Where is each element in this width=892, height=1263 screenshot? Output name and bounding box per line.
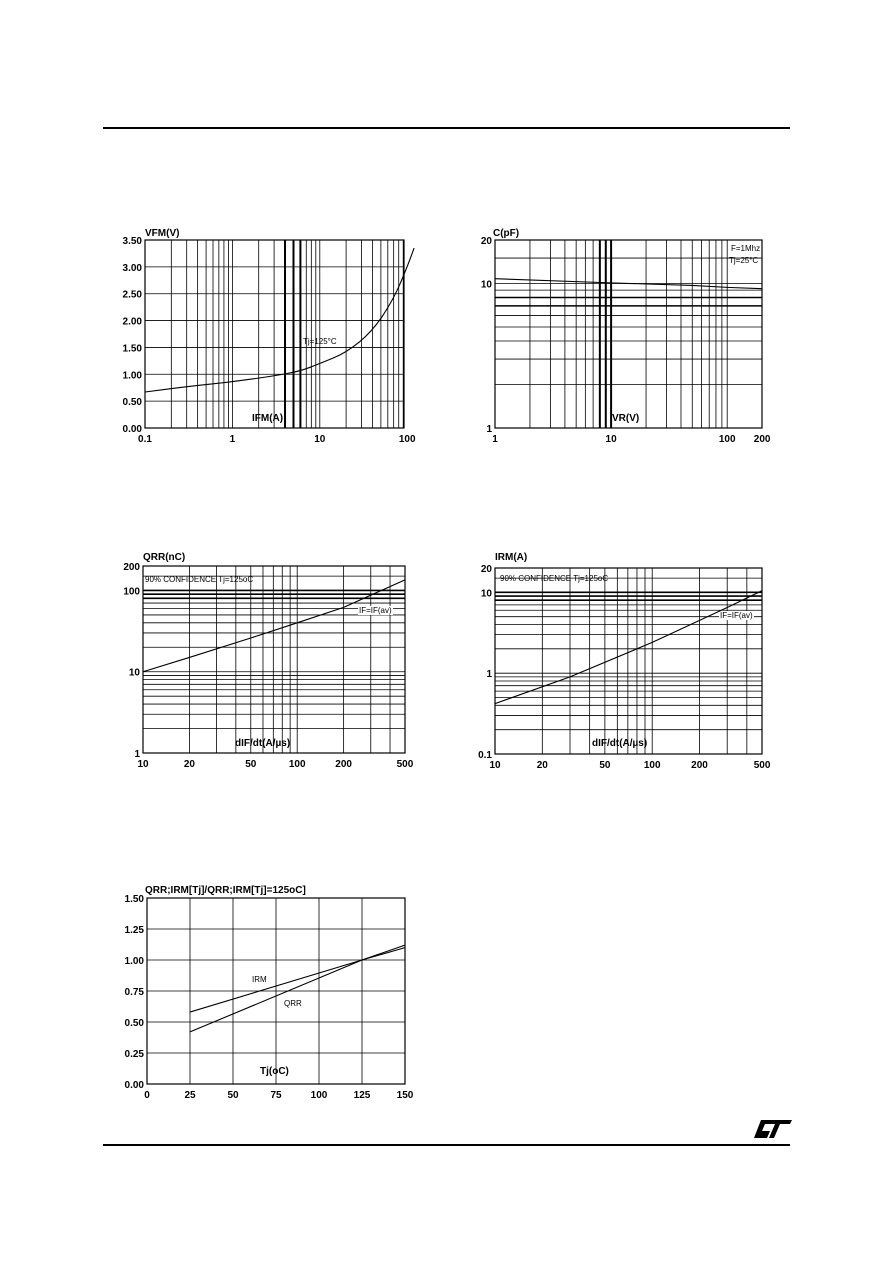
x-tick-label: 75 [270,1090,282,1101]
annotation-label: 90% CONFIDENCE Tj=125oC [145,575,254,584]
y-tick-label: 1 [486,424,492,435]
x-tick-label: 150 [396,1090,414,1101]
x-tick-label: 20 [183,759,195,770]
x-tick-label: 50 [245,759,257,770]
chart-4 [478,552,771,771]
x-tick-label: 50 [227,1090,239,1101]
x-tick-label: 10 [489,760,501,771]
x-tick-label: 100 [718,434,736,445]
chart-1 [123,228,416,445]
series-label: IRM [252,975,267,984]
y-tick-label: 2.50 [122,289,142,301]
x-axis-label: VR(V) [612,413,640,424]
annotation-label: Tj=25°C [729,256,759,265]
chart-3 [123,552,413,770]
x-axis-label: Tj(oC) [260,1066,289,1077]
x-tick-label: 200 [691,760,708,771]
x-tick-label: 10 [605,434,617,445]
x-tick-label: 1 [229,434,236,445]
x-tick-label: 500 [396,759,414,770]
x-tick-label: 10 [314,434,326,445]
y-tick-label: 20 [480,236,492,247]
x-tick-label: 125 [353,1090,371,1101]
y-tick-label: 10 [480,279,492,291]
x-tick-label: 100 [288,759,306,770]
y-axis-label: VFM(V) [145,228,180,239]
y-tick-label: 0.00 [124,1080,144,1091]
x-tick-label: 100 [643,760,661,771]
x-tick-label: 20 [536,760,548,771]
y-tick-label: 0.50 [122,397,142,409]
y-tick-label: 0.75 [124,987,144,998]
y-tick-label: 1.25 [124,925,144,936]
y-tick-label: 20 [480,564,492,575]
x-tick-label: 200 [753,434,771,445]
x-axis-label: IFM(A) [252,413,284,424]
annotation-label: IF=IF(av) [359,606,392,615]
y-tick-label: 10 [480,588,492,600]
y-tick-label: 2.00 [122,316,142,328]
y-tick-label: 1 [134,749,140,760]
annotation-label: IF=IF(av) [720,611,753,620]
y-tick-label: 200 [123,562,140,573]
x-tick-label: 500 [753,760,771,771]
x-tick-label: 100 [398,434,416,445]
x-tick-label: 25 [184,1090,196,1101]
y-axis-label: QRR(nC) [143,552,186,563]
annotation-label: F=1Mhz [731,244,761,253]
y-tick-label: 1.50 [122,343,142,355]
x-axis-label: dIF/dt(A/µs) [592,738,648,749]
x-tick-label: 1 [492,434,498,445]
st-logo-icon [752,1118,794,1140]
y-tick-label: 3.00 [122,262,142,274]
annotation-label: 90% CONFIDENCE Tj=125oC [500,574,609,583]
y-tick-label: 1.00 [124,956,144,967]
series-line [190,945,405,1032]
y-tick-label: 1.50 [124,894,144,905]
x-tick-label: 10 [137,759,149,770]
y-tick-label: 0.50 [124,1018,144,1029]
y-tick-label: 0.1 [478,750,492,761]
y-tick-label: 0.25 [124,1049,144,1060]
series-line [495,591,762,704]
y-axis-label: IRM(A) [495,552,528,563]
series-label: QRR [284,999,302,1008]
x-tick-label: 0.1 [138,434,152,445]
y-tick-label: 3.50 [122,236,142,247]
series-line [145,248,414,392]
y-axis-label: QRR;IRM[Tj]/QRR;IRM[Tj]=125oC] [145,885,306,896]
x-axis-label: dIF/dt(A/µs) [235,738,291,749]
y-tick-label: 10 [128,667,140,679]
x-tick-label: 50 [599,760,611,771]
y-tick-label: 100 [123,586,140,598]
chart-5 [125,885,414,1101]
x-tick-label: 200 [335,759,352,770]
y-tick-label: 1.00 [122,370,142,382]
chart-2 [481,228,771,445]
annotation-label: Tj=125°C [303,337,337,346]
x-tick-label: 0 [144,1090,150,1101]
y-axis-label: C(pF) [493,228,520,239]
y-tick-label: 1 [486,669,492,681]
x-tick-label: 100 [310,1090,328,1101]
y-tick-label: 0.00 [122,424,142,435]
